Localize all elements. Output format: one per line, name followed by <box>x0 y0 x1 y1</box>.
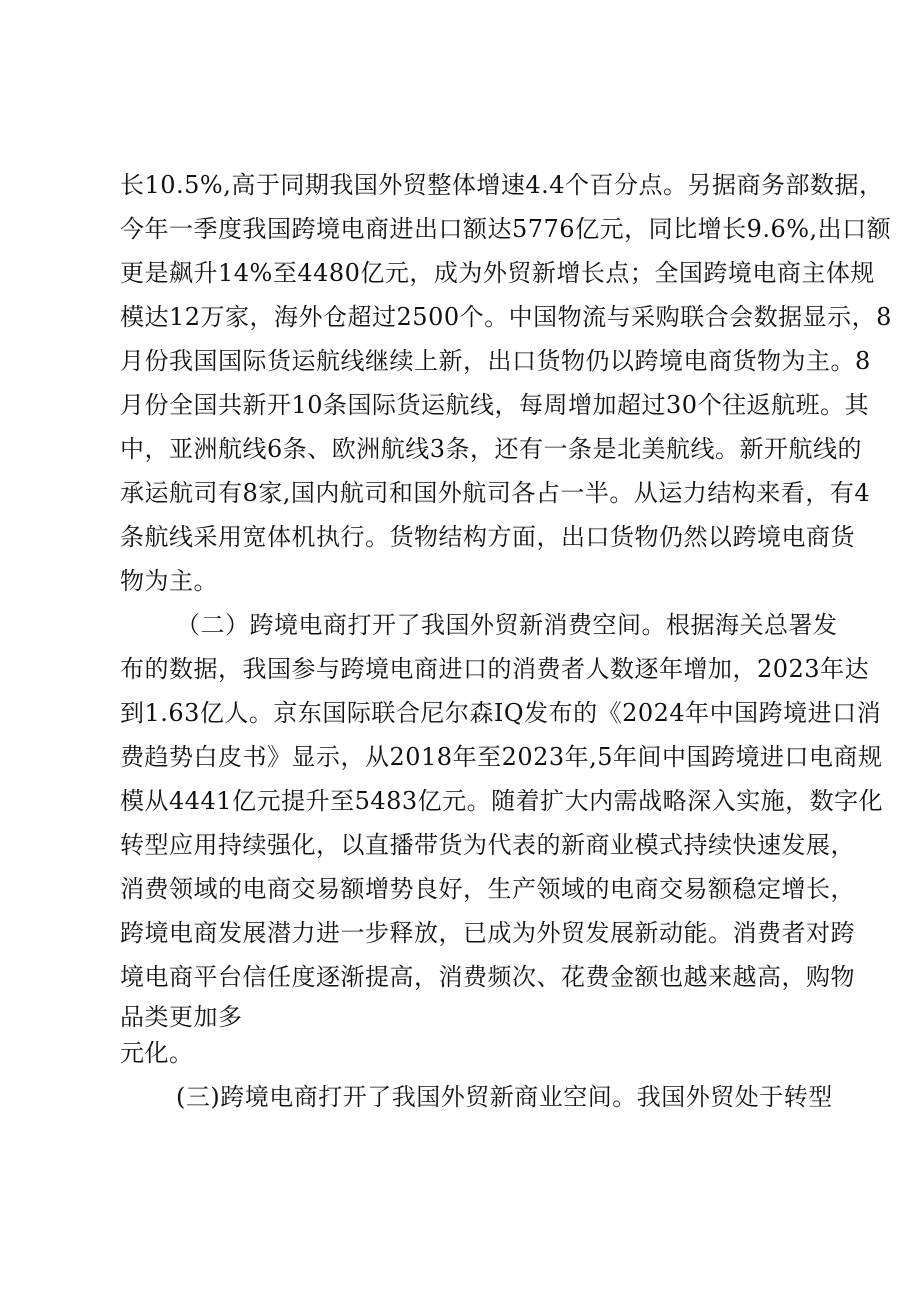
text-line: 中，亚洲航线6条、欧洲航线3条，还有一条是北美航线。新开航线的 <box>120 435 863 463</box>
text-line: 费趋势白皮书》显示，从2018年至2023年,5年间中国跨境进口电商规 <box>120 743 883 771</box>
text-line: 模达12万家，海外仓超过2500个。中国物流与采购联合会数据显示，8 <box>120 303 892 331</box>
text-line: 模从4441亿元提升至5483亿元。随着扩大内需战略深入实施，数字化 <box>120 787 884 815</box>
text-line: 境电商平台信任度逐渐提高，消费频次、花费金额也越来越高，购物 <box>120 963 855 991</box>
text-line: 跨境电商发展潜力进一步释放，已成为外贸发展新动能。消费者对跨 <box>120 919 855 947</box>
text-line: 承运航司有8家,国内航司和国外航司各占一半。从运力结构来看，有4 <box>120 479 871 507</box>
text-line: 物为主。 <box>120 567 218 595</box>
text-line: 今年一季度我国跨境电商进出口额达5776亿元，同比增长9.6%,出口额 <box>120 215 892 243</box>
text-line: 到1.63亿人。京东国际联合尼尔森IQ发布的《2024年中国跨境进口消 <box>120 699 882 727</box>
text-line: 转型应用持续强化，以直播带货为代表的新商业模式持续快速发展， <box>120 831 855 859</box>
text-line: 更是飙升14%至4480亿元，成为外贸新增长点；全国跨境电商主体规 <box>120 259 875 287</box>
text-line: 月份全国共新开10条国际货运航线，每周增加超过30个往返航班。其 <box>120 391 870 419</box>
text-line: 条航线采用宽体机执行。货物结构方面，出口货物仍然以跨境电商货 <box>120 523 855 551</box>
text-line: 品类更加多 <box>120 1003 243 1031</box>
text-line: 元化。 <box>120 1039 194 1067</box>
text-line: 长10.5%,高于同期我国外贸整体增速4.4个百分点。另据商务部数据， <box>120 171 884 199</box>
text-line: 消费领域的电商交易额增势良好，生产领域的电商交易额稳定增长， <box>120 875 855 903</box>
paragraph-heading-line: （二）跨境电商打开了我国外贸新消费空间。根据海关总署发 <box>176 611 838 639</box>
paragraph-heading-line: (三)跨境电商打开了我国外贸新商业空间。我国外贸处于转型 <box>176 1083 833 1111</box>
text-line: 布的数据，我国参与跨境电商进口的消费者人数逐年增加，2023年达 <box>120 655 870 683</box>
text-line: 月份我国国际货运航线继续上新，出口货物仍以跨境电商货物为主。8 <box>120 347 871 375</box>
